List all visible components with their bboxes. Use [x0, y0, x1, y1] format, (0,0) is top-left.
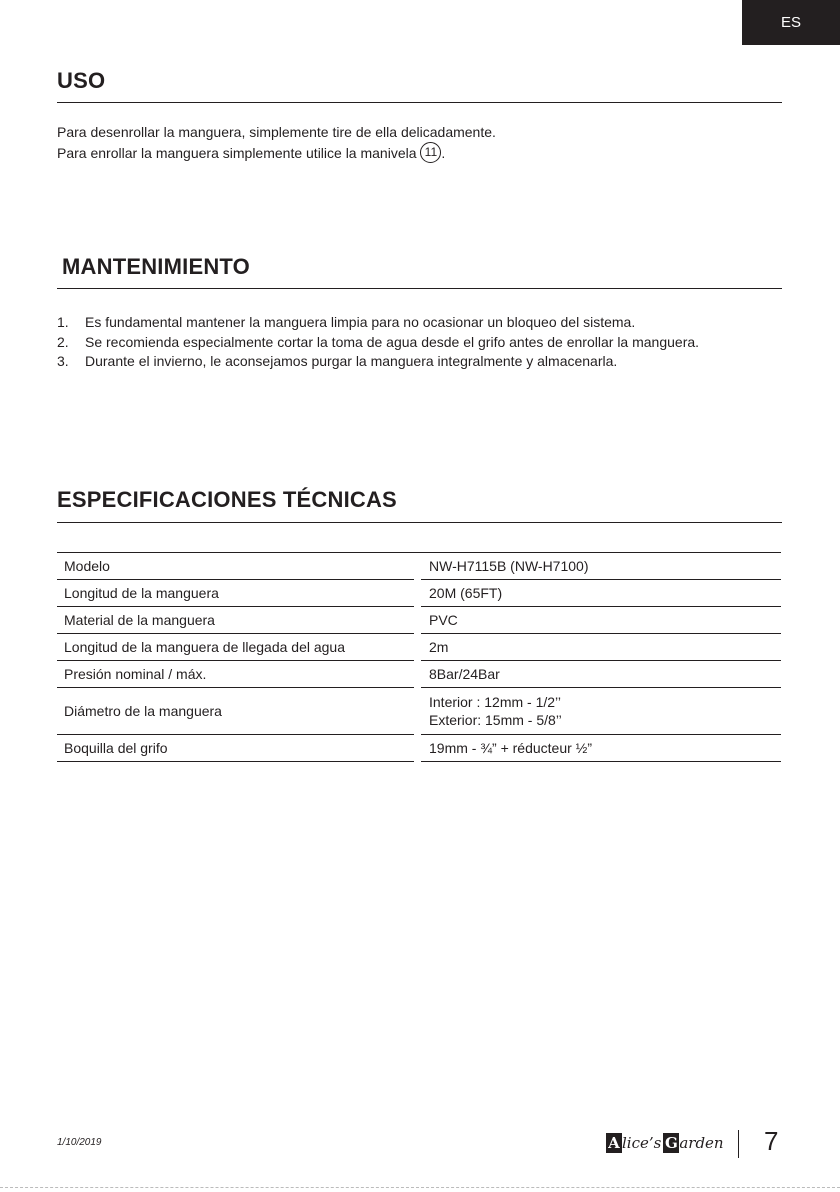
logo-letter-g: G — [664, 1134, 678, 1152]
uso-rule — [57, 102, 782, 103]
list-number: 3. — [57, 353, 69, 369]
spec-value-line-2: Exterior: 15mm - 5/8’’ — [429, 712, 562, 728]
spec-label: Longitud de la manguera de llegada del agua — [57, 634, 414, 661]
spec-label: Modelo — [57, 553, 414, 580]
spec-value: 8Bar/24Bar — [421, 661, 781, 688]
spec-value: 20M (65FT) — [421, 580, 781, 607]
list-number: 2. — [57, 333, 69, 350]
mantenimiento-title: MANTENIMIENTO — [62, 254, 250, 279]
list-item — [57, 333, 699, 353]
logo-text-2: arden — [679, 1134, 724, 1152]
spec-label: Presión nominal / máx. — [57, 661, 414, 688]
table-row — [57, 661, 781, 688]
spec-label: Diámetro de la manguera — [57, 688, 414, 735]
spec-value: PVC — [421, 607, 781, 634]
spec-label: Boquilla del grifo — [57, 735, 414, 762]
spec-value-line-1: Interior : 12mm - 1/2’’ — [429, 694, 562, 710]
list-item — [57, 352, 699, 372]
footer-divider — [738, 1130, 739, 1158]
crank-reference-badge: 11 — [420, 142, 441, 163]
uso-text — [57, 122, 496, 164]
uso-title: USO — [57, 68, 106, 93]
table-row — [57, 634, 781, 661]
spec-value: 19mm - ¾” + réducteur ½” — [421, 735, 781, 762]
logo-text-1: lice’s — [622, 1134, 662, 1152]
list-number: 1. — [57, 314, 69, 330]
table-row — [57, 607, 781, 634]
mantenimiento-rule — [57, 288, 782, 289]
table-row — [57, 553, 781, 580]
bottom-edge-line — [0, 1187, 840, 1188]
uso-line-1: Para desenrollar la manguera, simplemente tire de ella delicadamente. — [57, 124, 496, 140]
logo-letter-a: A — [606, 1133, 622, 1153]
list-text: Se recomienda especialmente cortar la toma de agua desde el grifo antes de enrollar la manguera. — [85, 333, 700, 350]
brand-logo — [606, 1132, 724, 1154]
uso-line-2-end: . — [441, 145, 446, 161]
spec-value: NW-H7115B (NW-H7100) — [421, 553, 781, 580]
specs-rule — [57, 522, 782, 523]
page-number: 7 — [764, 1126, 779, 1156]
spec-label: Material de la manguera — [57, 607, 414, 634]
uso-line-2: Para enrollar la manguera simplemente utilice la manivela — [57, 145, 417, 161]
footer-date: 1/10/2019 — [57, 1137, 102, 1148]
maintenance-list — [57, 313, 699, 372]
specs-table — [57, 552, 781, 762]
list-text: Es fundamental mantener la manguera limpia para no ocasionar un bloqueo del sistema. — [85, 314, 636, 330]
spec-label: Longitud de la manguera — [57, 580, 414, 607]
spec-value — [421, 688, 781, 735]
table-row — [57, 580, 781, 607]
spec-value: 2m — [421, 634, 781, 661]
list-item — [57, 313, 699, 333]
list-text: Durante el invierno, le aconsejamos purgar la manguera integralmente y almacenarla. — [85, 353, 618, 369]
specs-title: ESPECIFICACIONES TÉCNICAS — [57, 487, 397, 512]
table-row — [57, 688, 781, 735]
table-row — [57, 735, 781, 762]
language-tab: ES — [742, 0, 840, 45]
